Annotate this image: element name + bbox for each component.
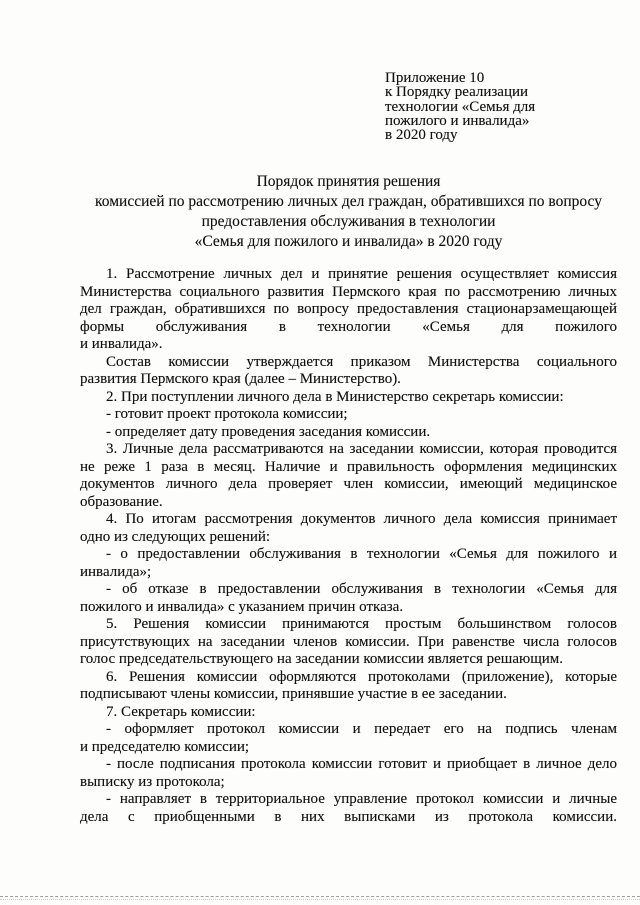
document-title-line: Порядок принятия решения: [256, 173, 441, 190]
clause-1: [80, 266, 617, 354]
clause-2-item-2: [80, 424, 617, 442]
clause-7: [80, 704, 617, 722]
appendix-note-line: Приложение 10: [385, 70, 485, 86]
paragraph-line: Министерства социального развития Пермского края по рассмотрению личных: [80, 283, 617, 300]
paragraph-line: формы обслуживания в технологии «Семья для пожилого: [80, 318, 617, 335]
paragraph-line: одно из следующих решений:: [80, 528, 271, 545]
paragraph-line: и инвалида».: [80, 336, 163, 352]
paragraph-line: дела с приобщенными в них выписками из протокола комиссии.: [80, 808, 617, 825]
paragraph-line: развития Пермского края (далее – Министерство).: [80, 371, 401, 387]
clause-2: [80, 389, 617, 407]
paragraph-line: выписку из протокола;: [80, 773, 225, 790]
document-title-line: предоставления обслуживания в технологии: [201, 213, 496, 230]
document-title-line: комиссией по рассмотрению личных дел граждан, обратившихся по вопросу: [95, 193, 602, 210]
paragraph-line: 6. Решения комиссии оформляются протоколами (приложение), которые: [106, 668, 617, 685]
clause-6: [80, 669, 617, 704]
paragraph-line: дел граждан, обратившихся по вопросу предоставления стационарзамещающей: [80, 301, 617, 317]
paragraph-line: и председателю комиссии;: [80, 738, 250, 755]
document-body: [80, 266, 617, 826]
clause-7-item-3: [80, 791, 617, 826]
scan-artifact-line: [0, 899, 640, 900]
paragraph-line: - оформляет протокол комиссии и передает его на подпись членам: [106, 721, 617, 737]
paragraph-line: голос председательствующего на заседании комиссии является решающим.: [80, 651, 564, 667]
paragraph-line: присутствующих на заседании членов комиссии. При равенстве числа голосов: [80, 633, 617, 650]
document-title: [80, 172, 617, 252]
paragraph-line: - после подписания протокола комиссии готовит и приобщает в личное дело: [106, 756, 617, 772]
appendix-note-line: технологии «Семья для: [385, 98, 536, 115]
paragraph-line: пожилого и инвалида» с указанием причин отказа.: [80, 598, 404, 615]
clause-5: [80, 616, 617, 669]
scan-artifact-line: [0, 896, 640, 897]
paragraph-line: - о предоставлении обслуживания в технологии «Семья для пожилого и: [106, 546, 617, 562]
paragraph-line: не реже 1 раза в месяц. Наличие и правильность оформления медицинских: [80, 458, 617, 475]
appendix-note-line: пожилого и инвалида»: [385, 112, 530, 129]
appendix-note-line: в 2020 году: [385, 127, 458, 144]
paragraph-line: инвалида»;: [80, 563, 152, 580]
appendix-note-line: к Порядку реализации: [385, 84, 529, 101]
clause-4-option-2: [80, 581, 617, 616]
paragraph-line: - готовит проект протокола комиссии;: [106, 406, 348, 422]
paragraph-line: подписывают члены комиссии, принявшие участие в ее заседании.: [80, 686, 507, 702]
paragraph-line: 3. Личные дела рассматриваются на заседании комиссии, которая проводится: [106, 441, 617, 457]
clause-4-option-1: [80, 546, 617, 581]
paragraph-line: - об отказе в предоставлении обслуживания в технологии «Семья для: [106, 581, 617, 597]
paragraph-line: Состав комиссии утверждается приказом Министерства социального: [106, 353, 617, 370]
clause-4: [80, 511, 617, 546]
paragraph-line: 2. При поступлении личного дела в Министерство секретарь комиссии:: [106, 388, 564, 405]
clause-7-item-1: [80, 721, 617, 756]
clause-1-composition-note: [80, 354, 617, 389]
clause-3: [80, 441, 617, 511]
document-title-line: «Семья для пожилого и инвалида» в 2020 году: [194, 233, 503, 250]
paragraph-line: 7. Секретарь комиссии:: [106, 703, 256, 720]
clause-2-item-1: [80, 406, 617, 424]
paragraph-line: - направляет в территориальное управление протокол комиссии и личные: [106, 791, 617, 807]
paragraph-line: образование.: [80, 493, 163, 510]
paragraph-line: документов личного дела проверяет член комиссии, имеющий медицинское: [80, 476, 617, 492]
clause-7-item-2: [80, 756, 617, 791]
paragraph-line: 5. Решения комиссии принимаются простым большинством голосов: [106, 616, 617, 632]
appendix-note: [385, 71, 625, 142]
paragraph-line: - определяет дату проведения заседания комиссии.: [106, 423, 431, 440]
paragraph-line: 1. Рассмотрение личных дел и принятие решения осуществляет комиссия: [106, 266, 617, 282]
paragraph-line: 4. По итогам рассмотрения документов личного дела комиссия принимает: [106, 511, 617, 527]
